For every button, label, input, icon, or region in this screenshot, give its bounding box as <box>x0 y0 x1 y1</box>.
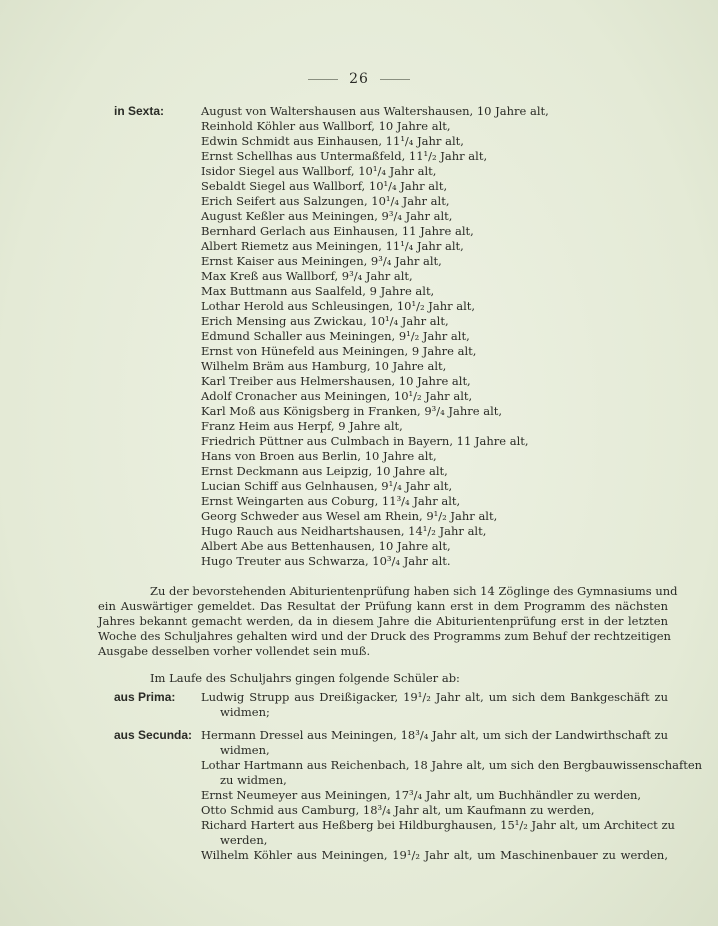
student-line: Edwin Schmidt aus Einhausen, 11¹/₄ Jahr alt, <box>201 134 464 148</box>
student-line: Georg Schweder aus Wesel am Rhein, 9¹/₂ Jahr alt, <box>201 509 498 523</box>
departures-intro: Im Laufe des Schuljahrs gingen folgende Schüler ab: <box>150 671 460 685</box>
departure-line: Hermann Dressel aus Meiningen, 18³/₄ Jahr alt, um sich der Landwirthschaft zu <box>201 728 668 742</box>
left-ornament-dash <box>308 79 338 80</box>
student-line: Lothar Herold aus Schleusingen, 10¹/₂ Jahr alt, <box>201 299 476 313</box>
student-line: Friedrich Püttner aus Culmbach in Bayern, 11 Jahre alt, <box>201 434 529 448</box>
page-number: 26 <box>349 71 369 87</box>
student-line: August von Waltershausen aus Waltershausen, 10 Jahre alt, <box>201 104 549 118</box>
student-line: Reinhold Köhler aus Wallborf, 10 Jahre alt, <box>201 119 451 133</box>
departure-line: Ludwig Strupp aus Dreißigacker, 19¹/₂ Jahr alt, um sich dem Bankgeschäft zu <box>201 690 668 704</box>
student-line: Ernst Kaiser aus Meiningen, 9³/₄ Jahr alt, <box>201 254 442 268</box>
student-line: Ernst Deckmann aus Leipzig, 10 Jahre alt, <box>201 464 448 478</box>
student-line: Hugo Rauch aus Neidhartshausen, 14¹/₂ Jahr alt, <box>201 524 487 538</box>
prima-label: aus Prima: <box>114 690 176 704</box>
paragraph-line: Ausgabe desselben vorher vollendet sein muß. <box>98 644 371 658</box>
student-line: Ernst Weingarten aus Coburg, 11³/₄ Jahr alt, <box>201 494 461 508</box>
student-line: Hugo Treuter aus Schwarza, 10³/₄ Jahr alt. <box>201 554 451 568</box>
departure-line: Ernst Neumeyer aus Meiningen, 17³/₄ Jahr alt, um Buchhändler zu werden, <box>201 788 642 802</box>
student-line: Max Kreß aus Wallborf, 9³/₄ Jahr alt, <box>201 269 413 283</box>
right-ornament-dash <box>380 79 410 80</box>
student-line: Max Buttmann aus Saalfeld, 9 Jahre alt, <box>201 284 435 298</box>
departure-line: zu widmen, <box>220 773 287 787</box>
paragraph-line: Jahres bekannt gemacht werden, da in diesem Jahre die Abiturientenprüfung erst in der letzten <box>98 614 668 628</box>
student-line: Wilhelm Bräm aus Hamburg, 10 Jahre alt, <box>201 359 447 373</box>
student-line: Karl Treiber aus Helmershausen, 10 Jahre alt, <box>201 374 471 388</box>
departure-line: widmen, <box>220 743 270 757</box>
departure-line: werden, <box>220 833 268 847</box>
student-line: Hans von Broen aus Berlin, 10 Jahre alt, <box>201 449 437 463</box>
student-line: Edmund Schaller aus Meiningen, 9¹/₂ Jahr alt, <box>201 329 470 343</box>
student-line: Erich Mensing aus Zwickau, 10¹/₄ Jahr alt, <box>201 314 449 328</box>
departure-line: Wilhelm Köhler aus Meiningen, 19¹/₂ Jahr alt, um Maschinenbauer zu werden, <box>201 848 668 862</box>
paragraph-line: Woche des Schuljahres gehalten wird und der Druck des Programms zum Behuf der rechtzeitigen <box>98 629 671 643</box>
page-number-header <box>0 71 718 87</box>
student-line: Isidor Siegel aus Wallborf, 10¹/₄ Jahr alt, <box>201 164 437 178</box>
departure-line: Otto Schmid aus Camburg, 18³/₄ Jahr alt, um Kaufmann zu werden, <box>201 803 595 817</box>
sexta-label: in Sexta: <box>114 104 165 118</box>
student-line: Erich Seifert aus Salzungen, 10¹/₄ Jahr alt, <box>201 194 450 208</box>
secunda-label: aus Secunda: <box>114 728 193 742</box>
student-line: Albert Riemetz aus Meiningen, 11¹/₄ Jahr alt, <box>201 239 464 253</box>
paragraph-line: Zu der bevorstehenden Abiturientenprüfung haben sich 14 Zöglinge des Gymnasiums und <box>150 584 678 598</box>
student-line: Ernst Schellhas aus Untermaßfeld, 11¹/₂ Jahr alt, <box>201 149 488 163</box>
student-line: Ernst von Hünefeld aus Meiningen, 9 Jahre alt, <box>201 344 477 358</box>
departure-line: widmen; <box>220 705 270 719</box>
student-line: Sebaldt Siegel aus Wallborf, 10¹/₄ Jahr alt, <box>201 179 448 193</box>
student-line: Franz Heim aus Herpf, 9 Jahre alt, <box>201 419 403 433</box>
departure-line: Richard Hartert aus Heßberg bei Hildburghausen, 15¹/₂ Jahr alt, um Architect zu <box>201 818 675 832</box>
student-line: Adolf Cronacher aus Meiningen, 10¹/₂ Jahr alt, <box>201 389 473 403</box>
student-line: Albert Abe aus Bettenhausen, 10 Jahre alt, <box>201 539 451 553</box>
student-line: Bernhard Gerlach aus Einhausen, 11 Jahre alt, <box>201 224 474 238</box>
paragraph-line: ein Auswärtiger gemeldet. Das Resultat der Prüfung kann erst in dem Programm des nächsten <box>98 599 668 613</box>
student-line: Karl Moß aus Königsberg in Franken, 9³/₄ Jahre alt, <box>201 404 503 418</box>
student-line: Lucian Schiff aus Gelnhausen, 9¹/₄ Jahr alt, <box>201 479 453 493</box>
departure-line: Lothar Hartmann aus Reichenbach, 18 Jahre alt, um sich den Bergbauwissenschaften <box>201 758 703 772</box>
student-line: August Keßler aus Meiningen, 9³/₄ Jahr alt, <box>201 209 453 223</box>
